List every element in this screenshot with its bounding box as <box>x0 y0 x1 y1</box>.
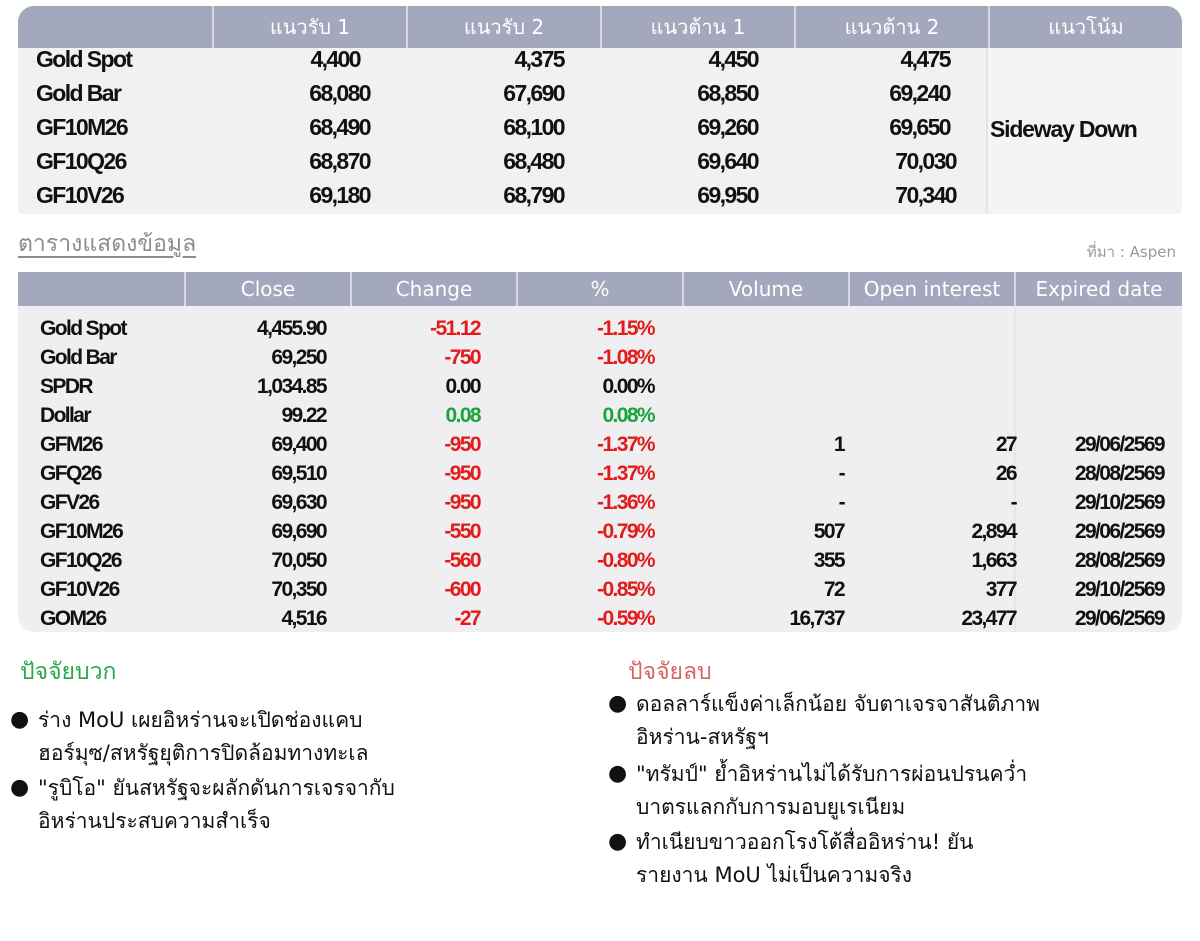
expired-date-value: 29/06/2569 <box>1074 607 1164 630</box>
instrument-name: GFQ26 <box>40 462 101 485</box>
header-expired-date: Expired date <box>1014 272 1182 306</box>
support-2-value: 67,690 <box>503 80 564 106</box>
table-row <box>18 459 1182 488</box>
header-volume: Volume <box>682 272 848 306</box>
table-row <box>18 604 1182 632</box>
percent-value: -1.37% <box>597 462 654 485</box>
bullet-icon: ● <box>10 707 30 732</box>
table-row <box>18 401 1182 430</box>
volume-value: 507 <box>813 520 844 543</box>
market-table-header <box>18 272 1182 306</box>
support-1-value: 69,180 <box>309 182 370 208</box>
bullet-icon: ● <box>10 775 30 800</box>
close-value: 99.22 <box>281 404 326 427</box>
levels-table <box>18 6 1182 214</box>
close-value: 69,250 <box>271 346 326 369</box>
table-row <box>18 372 1182 401</box>
change-value: -27 <box>454 607 480 630</box>
percent-value: -0.85% <box>597 578 654 601</box>
open-interest-value: 23,477 <box>961 607 1016 630</box>
instrument-name: GOM26 <box>40 607 106 630</box>
change-value: -750 <box>444 346 480 369</box>
volume-value: 1 <box>833 433 844 456</box>
instrument-name: Gold Spot <box>40 317 126 340</box>
trend-cell <box>986 48 1182 214</box>
open-interest-value: 2,894 <box>971 520 1016 543</box>
table-row <box>18 488 1182 517</box>
bullet-icon: ● <box>608 761 628 786</box>
instrument-name: GF10Q26 <box>36 148 126 174</box>
resistance-2-value: 70,030 <box>895 148 956 174</box>
percent-value: -0.79% <box>597 520 654 543</box>
support-2-value: 68,100 <box>503 114 564 140</box>
table-row <box>18 343 1182 372</box>
close-value: 1,034.85 <box>257 375 326 398</box>
factor-line: ทำเนียบขาวออกโรงโต้สื่ออิหร่าน! ยัน <box>636 830 974 854</box>
volume-value: - <box>838 491 844 514</box>
table-row <box>18 314 1182 343</box>
instrument-name: Gold Bar <box>36 80 121 106</box>
instrument-name: GFM26 <box>40 433 103 456</box>
bullet-icon: ● <box>608 691 628 716</box>
resistance-2-value: 4,475 <box>900 46 950 72</box>
open-interest-value: 377 <box>985 578 1016 601</box>
instrument-name: Gold Spot <box>36 46 132 72</box>
volume-value: 355 <box>813 549 844 572</box>
header-change: Change <box>350 272 516 306</box>
close-value: 4,516 <box>281 607 326 630</box>
resistance-2-value: 69,650 <box>889 114 950 140</box>
factor-line: อิหร่าน-สหรัฐฯ <box>636 725 769 749</box>
header-percent: % <box>516 272 682 306</box>
expired-date-value: 28/08/2569 <box>1074 462 1164 485</box>
bullet-icon: ● <box>608 829 628 854</box>
expired-date-value: 29/06/2569 <box>1074 520 1164 543</box>
support-2-value: 4,375 <box>514 46 564 72</box>
market-data-table <box>18 272 1182 632</box>
instrument-name: GFV26 <box>40 491 99 514</box>
close-value: 4,455.90 <box>257 317 326 340</box>
support-2-value: 68,790 <box>503 182 564 208</box>
percent-value: -1.37% <box>597 433 654 456</box>
support-1-value: 68,490 <box>309 114 370 140</box>
volume-value: 72 <box>823 578 844 601</box>
close-value: 70,050 <box>271 549 326 572</box>
change-value: -950 <box>444 462 480 485</box>
factor-line: อิหร่านประสบความสำเร็จ <box>38 809 271 833</box>
header-resistance-1: แนวต้าน 1 <box>600 6 794 48</box>
instrument-name: SPDR <box>40 375 92 398</box>
percent-value: -0.59% <box>597 607 654 630</box>
percent-value: -0.80% <box>597 549 654 572</box>
header-support-1: แนวรับ 1 <box>212 6 406 48</box>
table-row <box>18 575 1182 604</box>
instrument-name: GF10Q26 <box>40 549 122 572</box>
change-value: -950 <box>444 491 480 514</box>
factor-line: "ทรัมป์" ย้ำอิหร่านไม่ได้รับการผ่อนปรนคว่ำ <box>636 762 1028 786</box>
open-interest-value: 27 <box>995 433 1016 456</box>
instrument-name: GF10V26 <box>40 578 119 601</box>
header-resistance-2: แนวต้าน 2 <box>794 6 988 48</box>
change-value: -950 <box>444 433 480 456</box>
resistance-1-value: 68,850 <box>697 80 758 106</box>
change-value: -560 <box>444 549 480 572</box>
close-value: 70,350 <box>271 578 326 601</box>
header-open-interest: Open interest <box>848 272 1014 306</box>
change-value: 0.00 <box>445 375 480 398</box>
close-value: 69,630 <box>271 491 326 514</box>
factor-line: ฮอร์มุซ/สหรัฐยุติการปิดล้อมทางทะเล <box>38 741 369 765</box>
percent-value: -1.36% <box>597 491 654 514</box>
header-support-2: แนวรับ 2 <box>406 6 600 48</box>
resistance-1-value: 69,640 <box>697 148 758 174</box>
factor-line: ดอลลาร์แข็งค่าเล็กน้อย จับตาเจรจาสันติภาพ <box>636 692 1040 716</box>
close-value: 69,510 <box>271 462 326 485</box>
support-1-value: 68,080 <box>309 80 370 106</box>
expired-date-value: 29/06/2569 <box>1074 433 1164 456</box>
expired-date-value: 29/10/2569 <box>1074 491 1164 514</box>
instrument-name: GF10V26 <box>36 182 124 208</box>
data-source: ที่มา : Aspen <box>1086 243 1176 261</box>
instrument-name: GF10M26 <box>36 114 128 140</box>
percent-value: 0.08% <box>602 404 654 427</box>
change-value: 0.08 <box>445 404 480 427</box>
negative-factors-title: ปัจจัยลบ <box>628 659 712 685</box>
expired-date-value: 29/10/2569 <box>1074 578 1164 601</box>
table-row <box>18 517 1182 546</box>
factor-line: บาตรแลกกับการมอบยูเรเนียม <box>636 795 906 819</box>
support-1-value: 68,870 <box>309 148 370 174</box>
expired-date-value: 28/08/2569 <box>1074 549 1164 572</box>
factor-line: "รูบิโอ" ยันสหรัฐจะผลักดันการเจรจากับ <box>38 776 395 800</box>
table-row <box>18 430 1182 459</box>
close-value: 69,690 <box>271 520 326 543</box>
change-value: -600 <box>444 578 480 601</box>
percent-value: 0.00% <box>602 375 654 398</box>
instrument-name: GF10M26 <box>40 520 123 543</box>
resistance-1-value: 4,450 <box>708 46 758 72</box>
close-value: 69,400 <box>271 433 326 456</box>
support-2-value: 68,480 <box>503 148 564 174</box>
change-value: -550 <box>444 520 480 543</box>
resistance-1-value: 69,260 <box>697 114 758 140</box>
instrument-name: Gold Bar <box>40 346 116 369</box>
change-value: -51.12 <box>430 317 480 340</box>
instrument-name: Dollar <box>40 404 90 427</box>
resistance-2-value: 70,340 <box>895 182 956 208</box>
header-trend: แนวโน้ม <box>988 6 1182 48</box>
header-close: Close <box>184 272 350 306</box>
volume-value: 16,737 <box>789 607 844 630</box>
percent-value: -1.15% <box>597 317 654 340</box>
positive-factors-title: ปัจจัยบวก <box>20 659 117 685</box>
open-interest-value: 1,663 <box>971 549 1016 572</box>
factor-line: รายงาน MoU ไม่เป็นความจริง <box>636 863 913 887</box>
open-interest-value: - <box>1010 491 1016 514</box>
volume-value: - <box>838 462 844 485</box>
table-row <box>18 546 1182 575</box>
resistance-1-value: 69,950 <box>697 182 758 208</box>
percent-value: -1.08% <box>597 346 654 369</box>
trend-value: Sideway Down <box>990 116 1137 142</box>
resistance-2-value: 69,240 <box>889 80 950 106</box>
section-title: ตารางแสดงข้อมูล <box>18 231 197 257</box>
open-interest-value: 26 <box>995 462 1016 485</box>
factor-line: ร่าง MoU เผยอิหร่านจะเปิดช่องแคบ <box>38 708 363 732</box>
support-1-value: 4,400 <box>310 46 360 72</box>
